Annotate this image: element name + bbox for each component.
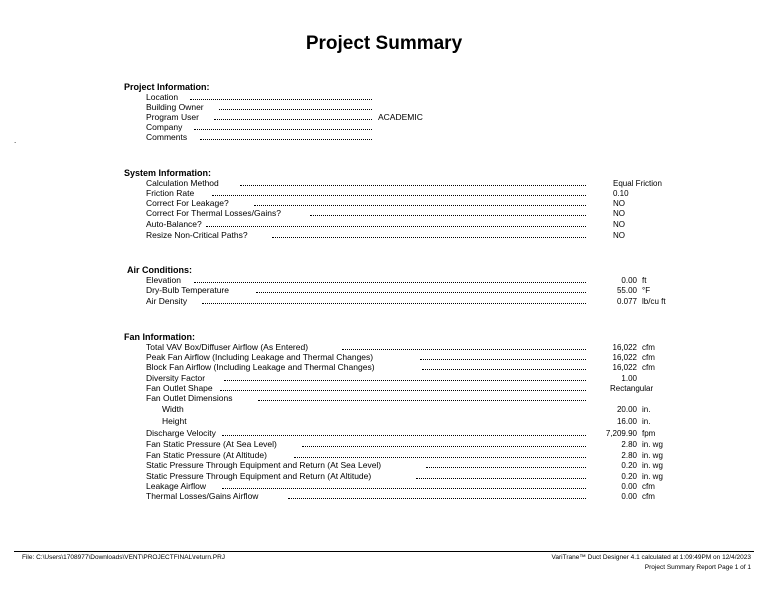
row-unit: ft — [642, 276, 647, 285]
row-value: 0.10 — [613, 189, 629, 198]
row-value: 55.00 — [616, 286, 637, 295]
row-label: Total VAV Box/Diffuser Airflow (As Entered) — [146, 342, 309, 352]
row-value: 1.00 — [621, 374, 637, 383]
row-label: Width — [162, 404, 184, 414]
leader-dots — [220, 390, 586, 391]
row-value: 2.80 — [621, 451, 637, 460]
row-label: Fan Static Pressure (At Sea Level) — [146, 439, 277, 449]
leader-dots — [206, 226, 586, 227]
leader-dots — [288, 498, 586, 499]
row-label: Fan Outlet Dimensions — [146, 393, 233, 403]
row-value: 0.00 — [621, 492, 637, 501]
row-label: Air Density — [146, 296, 188, 306]
row-value: 16,022 — [612, 343, 637, 352]
row-value: 16,022 — [612, 353, 637, 362]
row-label: Correct For Leakage? — [146, 198, 229, 208]
row-value: 0.00 — [621, 482, 637, 491]
row-value: NO — [613, 220, 625, 229]
row-value: 7,209.90 — [605, 429, 637, 438]
row-value: 0.00 — [621, 276, 637, 285]
leader-dots — [294, 457, 586, 458]
row-label: Resize Non-Critical Paths? — [146, 230, 248, 240]
leader-dots — [190, 99, 372, 100]
page-title: Project Summary — [305, 33, 463, 54]
footer-file-path: File: C:\Users\1708977\Downloads\VENT\PROJECTFINAL\return.PRJ — [22, 554, 226, 561]
row-unit: in. wg — [642, 440, 663, 449]
footer-divider — [14, 551, 754, 552]
row-value: Rectangular — [610, 384, 654, 393]
row-value: NO — [613, 209, 625, 218]
row-value: 0.077 — [616, 297, 637, 306]
row-label: Auto-Balance? — [146, 219, 202, 229]
row-value: 2.80 — [621, 440, 637, 449]
fan-info-heading: Fan Information: — [124, 332, 195, 342]
row-label: Fan Outlet Shape — [146, 383, 213, 393]
leader-dots — [222, 435, 586, 436]
row-value: 20.00 — [616, 405, 637, 414]
leader-dots — [310, 215, 586, 216]
leader-dots — [202, 303, 586, 304]
row-unit: cfm — [642, 343, 655, 352]
row-value: ACADEMIC — [378, 112, 423, 122]
row-unit: cfm — [642, 353, 655, 362]
leader-dots — [256, 292, 586, 293]
row-label: Elevation — [146, 275, 181, 285]
row-label: Correct For Thermal Losses/Gains? — [146, 208, 281, 218]
row-label: Height — [162, 416, 187, 426]
row-value: Equal Friction — [613, 179, 662, 188]
row-unit: lb/cu ft — [642, 297, 666, 306]
row-value: 0.20 — [621, 472, 637, 481]
row-label: Diversity Factor — [146, 373, 206, 383]
row-unit: °F — [642, 286, 651, 295]
leader-dots — [254, 205, 586, 206]
row-value: 16.00 — [616, 417, 637, 426]
row-label: Fan Static Pressure (At Altitude) — [146, 450, 267, 460]
row-label: Static Pressure Through Equipment and Return (At Sea Level) — [146, 460, 382, 470]
row-unit: cfm — [642, 492, 655, 501]
row-label: Comments — [146, 132, 188, 142]
row-unit: cfm — [642, 482, 655, 491]
row-label: Friction Rate — [146, 188, 195, 198]
leader-dots — [258, 400, 586, 401]
row-label: Peak Fan Airflow (Including Leakage and Thermal Changes) — [146, 352, 374, 362]
row-label: Leakage Airflow — [146, 481, 207, 491]
row-value: 0.20 — [621, 461, 637, 470]
row-label: Block Fan Airflow (Including Leakage and Thermal Changes) — [146, 362, 375, 372]
row-value: 16,022 — [612, 363, 637, 372]
leader-dots — [214, 119, 372, 120]
leader-dots — [194, 282, 586, 283]
leader-dots — [272, 237, 586, 238]
air-conditions-heading: Air Conditions: — [127, 265, 192, 275]
row-unit: in. wg — [642, 451, 663, 460]
footer-calc-info: VariTrane™ Duct Designer 4.1 calculated at 1:09:49PM on 12/4/2023 — [551, 554, 751, 561]
row-label: Discharge Velocity — [146, 428, 216, 438]
leader-dots — [212, 195, 586, 196]
row-unit: fpm — [642, 429, 656, 438]
row-label: Static Pressure Through Equipment and Return (At Altitude) — [146, 471, 372, 481]
row-label: Dry-Bulb Temperature — [146, 285, 229, 295]
system-info-heading: System Information: — [124, 168, 212, 178]
stray-mark: . — [14, 136, 17, 145]
row-label: Program User — [146, 112, 199, 122]
row-label: Building Owner — [146, 102, 204, 112]
leader-dots — [200, 139, 372, 140]
leader-dots — [222, 488, 586, 489]
leader-dots — [219, 109, 372, 110]
row-value: NO — [613, 199, 625, 208]
row-unit: cfm — [642, 363, 655, 372]
row-unit: in. wg — [642, 461, 663, 470]
row-label: Location — [146, 92, 179, 102]
leader-dots — [194, 129, 372, 130]
row-value: NO — [613, 231, 625, 240]
row-label: Company — [146, 122, 183, 132]
project-info-heading: Project Information: — [124, 82, 210, 92]
row-label: Thermal Losses/Gains Airflow — [146, 491, 259, 501]
leader-dots — [302, 446, 586, 447]
leader-dots — [224, 380, 586, 381]
row-unit: in. — [642, 405, 651, 414]
row-unit: in. wg — [642, 472, 663, 481]
footer-page-number: Project Summary Report Page 1 of 1 — [644, 564, 751, 571]
row-unit: in. — [642, 417, 651, 426]
row-label: Calculation Method — [146, 178, 219, 188]
leader-dots — [240, 185, 586, 186]
